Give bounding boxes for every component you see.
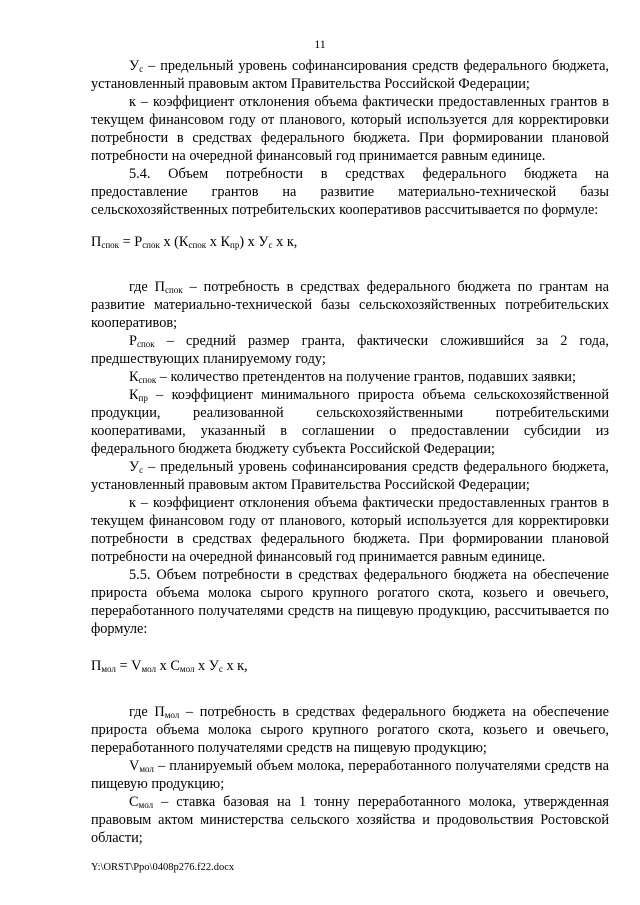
- subscript: мол: [138, 800, 154, 810]
- paragraph: [91, 566, 609, 638]
- text-run: ) х У: [239, 234, 269, 250]
- text-run: – предельный уровень софинансирования средств федерального бюджета, установленный правовым актом Правительства Российской Федерации;: [91, 459, 609, 493]
- subscript: с: [268, 240, 273, 250]
- text-run: Р: [129, 333, 137, 349]
- text-run: К: [129, 369, 139, 385]
- text-run: где П: [129, 704, 165, 720]
- text-run: У: [129, 58, 140, 74]
- text-run: х (К: [159, 234, 189, 250]
- subscript: спок: [165, 285, 183, 295]
- text-run: к – коэффициент отклонения объема фактически предоставленных грантов в текущем финансовом году от планового, который используется для корректировки потребности в средствах федерального бюджета. При формировании плановой потребности на очередной финансовый год принимается равным единице.: [91, 495, 609, 565]
- text-run: х С: [156, 658, 180, 674]
- text-run: – коэффициент минимального прироста объема сельскохозяйственной продукции, реализованной сельскохозяйственными потребительскими кооперативами, указанный в соглашении о предоставлении субсидии из федерального бюджета бюджету субъекта Российской Федерации;: [91, 387, 609, 457]
- subscript: с: [139, 64, 144, 74]
- text-run: П: [91, 234, 102, 250]
- paragraph: [91, 458, 609, 494]
- text-run: х к,: [272, 234, 298, 250]
- paragraph: [91, 165, 609, 219]
- paragraph: [91, 386, 609, 458]
- paragraph: [91, 93, 609, 165]
- subscript: спок: [188, 240, 207, 250]
- text-run: У: [129, 459, 140, 475]
- text-run: = V: [115, 658, 142, 674]
- paragraph: [91, 57, 609, 93]
- paragraph: [91, 368, 609, 386]
- subscript: с: [139, 465, 144, 475]
- paragraph: [91, 494, 609, 566]
- subscript: с: [218, 664, 223, 674]
- paragraph: [91, 332, 609, 368]
- paragraph: [91, 278, 609, 332]
- formula: [91, 233, 609, 251]
- formula: [91, 657, 609, 675]
- text-run: 5.4. Объем потребности в средствах федерального бюджета на предоставление грантов на развитие материально-технической базы сельскохозяйственных потребительских кооперативов рассчитывается по формуле:: [91, 166, 609, 218]
- text-run: х к,: [222, 658, 248, 674]
- text-run: – потребность в средствах федерального бюджета по грантам на развитие материально-технической базы сельскохозяйственных потребительских кооперативов;: [91, 279, 609, 331]
- text-run: к – коэффициент отклонения объема фактически предоставленных грантов в текущем финансовом году от планового, который используется для корректировки потребности в средствах федерального бюджета. При формировании плановой потребности на очередной финансовый год принимается равным единице.: [91, 94, 609, 164]
- text-run: = Р: [119, 234, 143, 250]
- subscript: мол: [164, 710, 180, 720]
- text-run: 5.5. Объем потребности в средствах федерального бюджета на обеспечение прироста объема молока сырого крупного рогатого скота, козьего и овечьего, переработанного получателями средств на пищевую продукцию, рассчитывается по формуле:: [91, 567, 609, 637]
- text-run: х К: [206, 234, 230, 250]
- text-run: – средний размер гранта, фактически сложившийся за 2 года, предшествующих планируемому году;: [91, 333, 609, 367]
- subscript: спок: [138, 375, 157, 385]
- text-run: С: [129, 794, 139, 810]
- text-run: – планируемый объем молока, переработанного получателями средств на пищевую продукцию;: [91, 758, 609, 792]
- subscript: мол: [101, 664, 116, 674]
- file-path-footer: Y:\ORST\Ppo\0408p276.f22.docx: [91, 862, 235, 873]
- subscript: пр: [138, 393, 148, 403]
- paragraph: [91, 793, 609, 847]
- subscript: мол: [139, 764, 154, 774]
- text-run: х У: [194, 658, 219, 674]
- text-run: V: [129, 758, 140, 774]
- text-run: П: [91, 658, 102, 674]
- subscript: спок: [101, 240, 120, 250]
- subscript: спок: [142, 240, 160, 250]
- subscript: спок: [136, 339, 155, 349]
- subscript: мол: [179, 664, 195, 674]
- text-run: – потребность в средствах федерального бюджета на обеспечение прироста объема молока сырого крупного рогатого скота, козьего и овечьего, переработанного получателями средств на пищевую продукцию;: [91, 704, 609, 756]
- text-run: – количество претендентов на получение грантов, подавших заявки;: [156, 369, 576, 385]
- text-run: К: [129, 387, 139, 403]
- text-run: – ставка базовая на 1 тонну переработанного молока, утвержденная правовым актом министерства сельского хозяйства и продовольствия Ростовской области;: [91, 794, 609, 846]
- page-number: 11: [314, 37, 326, 51]
- paragraph: [91, 757, 609, 793]
- document-body: [91, 57, 609, 847]
- paragraph: [91, 703, 609, 757]
- subscript: мол: [141, 664, 157, 674]
- subscript: пр: [230, 240, 240, 250]
- text-run: – предельный уровень софинансирования средств федерального бюджета, установленный правовым актом Правительства Российской Федерации;: [91, 58, 609, 92]
- text-run: где П: [129, 279, 165, 295]
